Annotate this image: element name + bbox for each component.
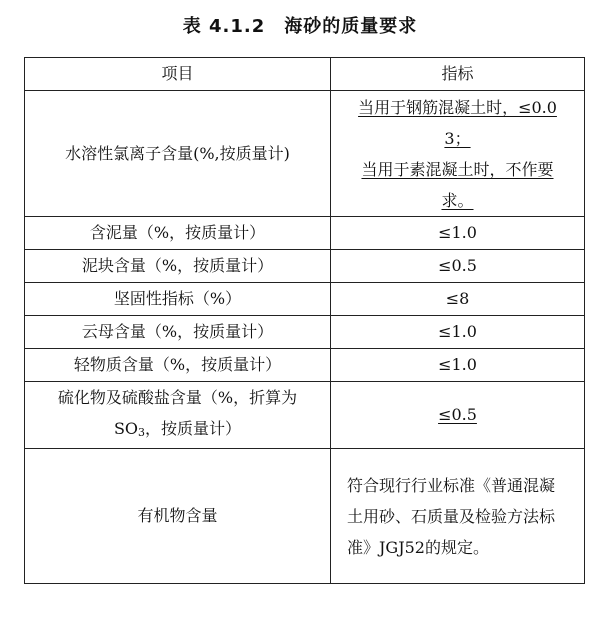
- table-row: [25, 449, 585, 584]
- row-indicator: ≤1.0: [331, 316, 585, 349]
- header-item: 项目: [25, 58, 331, 91]
- indicator-line: 当用于素混凝土时，不作要: [361, 159, 554, 179]
- row-indicator: ≤8: [331, 283, 585, 316]
- item-line: 硫化物及硫酸盐含量（%，折算为: [57, 388, 298, 407]
- row-indicator: ≤1.0: [331, 349, 585, 382]
- table-row: [25, 250, 585, 283]
- table-header-row: [25, 58, 585, 91]
- row-item: 轻物质含量（%，按质量计）: [25, 349, 331, 382]
- row-item: 有机物含量: [25, 449, 331, 584]
- row-item: 含泥量（%，按质量计）: [25, 217, 331, 250]
- table-row: [25, 349, 585, 382]
- row-item: [25, 382, 331, 449]
- item-line: [25, 413, 330, 448]
- item-line-subscript: 3: [138, 426, 146, 439]
- row-item: 云母含量（%，按质量计）: [25, 316, 331, 349]
- row-indicator: [331, 91, 585, 217]
- header-indicator: 指标: [331, 58, 585, 91]
- row-indicator: 符合现行行业标准《普通混凝土用砂、石质量及检验方法标准》JGJ52的规定。: [331, 449, 585, 584]
- indicator-line: 求。: [441, 190, 474, 210]
- row-indicator: ≤1.0: [331, 217, 585, 250]
- table-row: [25, 283, 585, 316]
- indicator-line: 当用于钢筋混凝土时，≤0.0: [358, 97, 557, 117]
- table-row: [25, 382, 585, 449]
- table-row: [25, 91, 585, 217]
- row-item: 泥块含量（%，按质量计）: [25, 250, 331, 283]
- item-line-pre: SO: [113, 419, 139, 438]
- row-indicator: ≤0.5: [331, 382, 585, 449]
- row-item: 坚固性指标（%）: [25, 283, 331, 316]
- table-row: [25, 316, 585, 349]
- item-line-post: ，按质量计）: [145, 419, 242, 438]
- indicator-line: 3；: [444, 128, 471, 148]
- sea-sand-quality-table: [24, 57, 585, 584]
- table-row: [25, 217, 585, 250]
- row-item: 水溶性氯离子含量(%,按质量计): [25, 91, 331, 217]
- table-title: 表 4.1.2 海砂的质量要求: [182, 16, 418, 37]
- row-indicator: ≤0.5: [331, 250, 585, 283]
